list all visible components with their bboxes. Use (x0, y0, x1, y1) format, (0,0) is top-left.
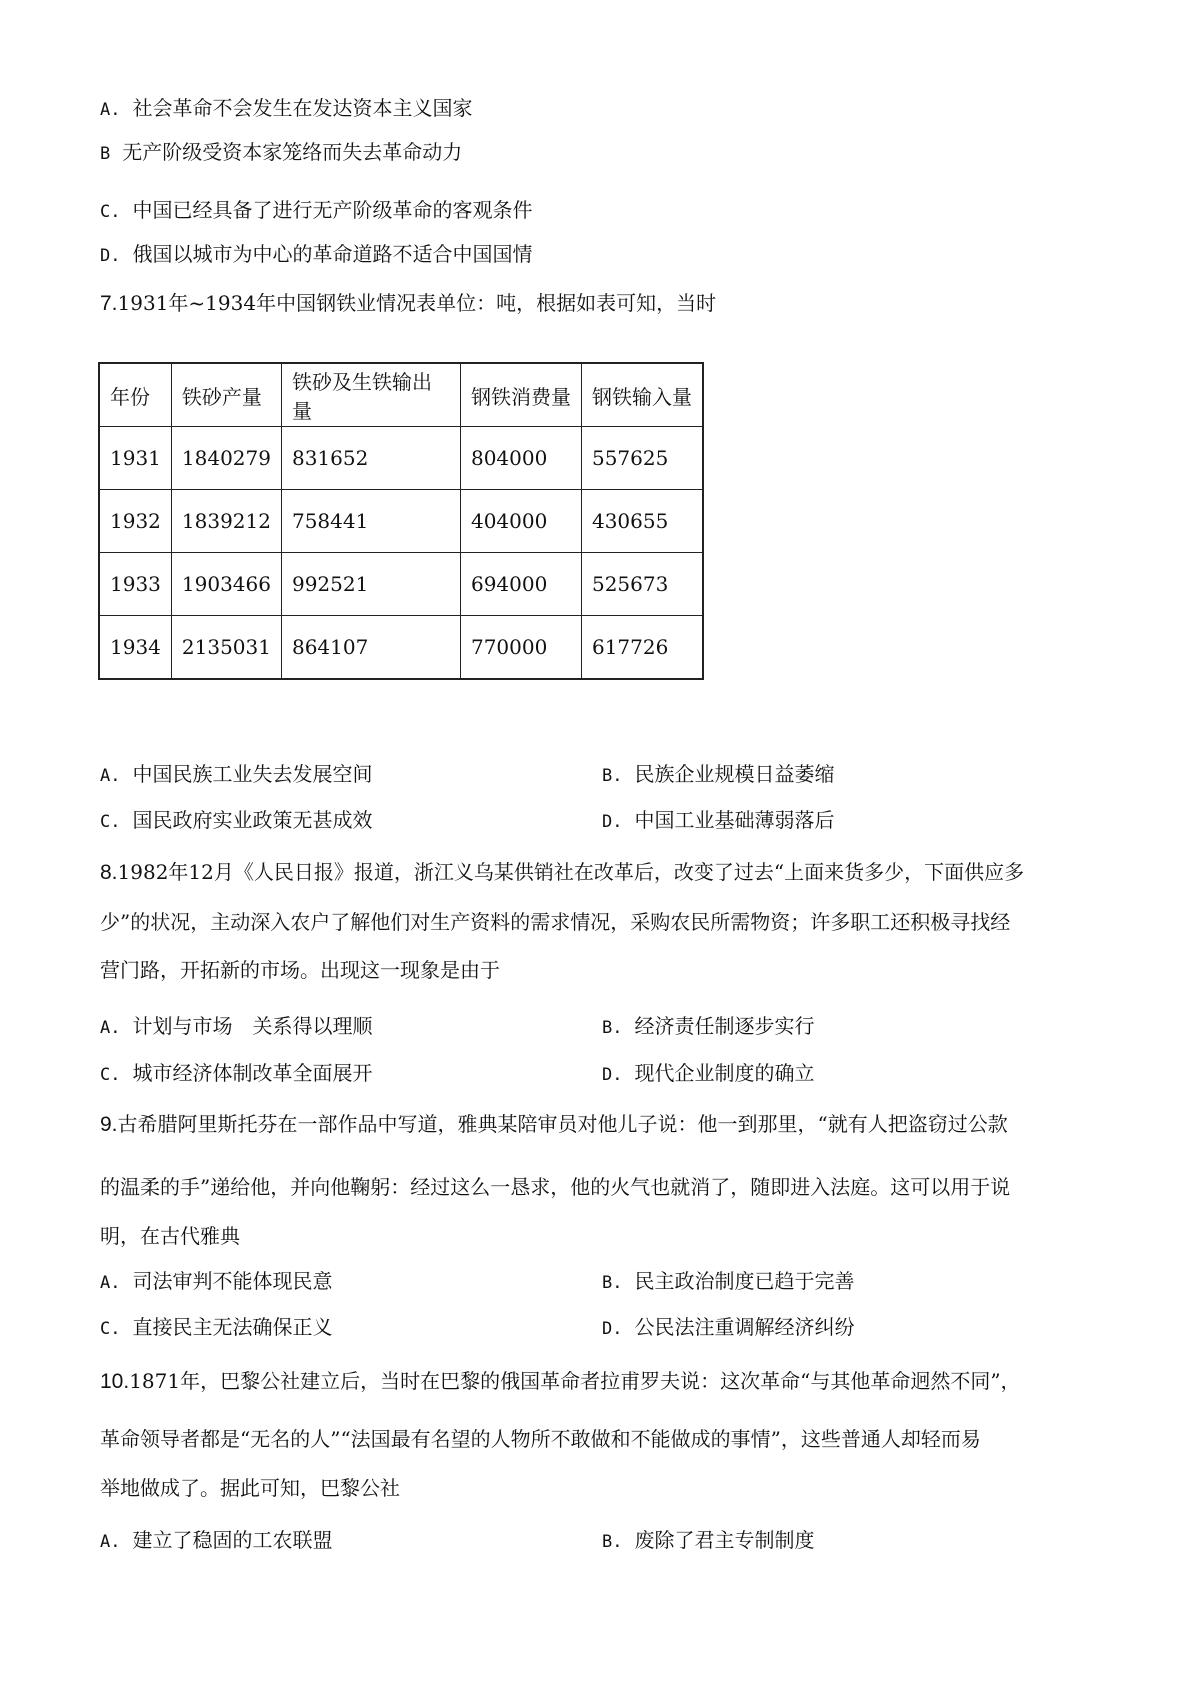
q7-option-a: A. 中国民族工业失去发展空间 (100, 762, 373, 786)
table-cell: 1931 (99, 427, 171, 490)
table-cell: 864107 (281, 616, 460, 680)
q9-option-d: D. 公民法注重调解经济纠纷 (602, 1315, 855, 1339)
q8-option-a: A. 计划与市场 关系得以理顺 (100, 1014, 373, 1038)
q9-option-c: C. 直接民主无法确保正义 (100, 1315, 333, 1339)
table-row (99, 553, 703, 616)
table-cell: 770000 (460, 616, 581, 680)
q6-option-a: A. 社会革命不会发生在发达资本主义国家 (100, 96, 473, 120)
table-cell: 2135031 (171, 616, 281, 680)
table-cell: 758441 (281, 490, 460, 553)
table-cell: 1903466 (171, 553, 281, 616)
q8-option-b: B. 经济责任制逐步实行 (602, 1014, 815, 1038)
q7-option-b: B. 民族企业规模日益萎缩 (602, 762, 835, 786)
table-header-row (99, 363, 703, 427)
q6-option-c: C. 中国已经具备了进行无产阶级革命的客观条件 (100, 198, 533, 222)
q10-stem-line-2: 革命领导者都是“无名的人”“法国最有名望的人物所不敢做和不能做成的事情”，这些普通人却轻而易 (100, 1427, 981, 1451)
q8-option-d: D. 现代企业制度的确立 (602, 1061, 815, 1085)
table-cell: 1840279 (171, 427, 281, 490)
q10-stem-line-3: 举地做成了。据此可知，巴黎公社 (100, 1476, 400, 1500)
table-header-cell: 钢铁消费量 (460, 363, 581, 427)
q6-option-b: B 无产阶级受资本家笼络而失去革命动力 (100, 140, 463, 164)
q7-option-c: C. 国民政府实业政策无甚成效 (100, 808, 373, 832)
table-cell: 694000 (460, 553, 581, 616)
table-row (99, 490, 703, 553)
table-cell: 404000 (460, 490, 581, 553)
table-cell: 557625 (581, 427, 703, 490)
q8-option-c: C. 城市经济体制改革全面展开 (100, 1061, 373, 1085)
table-cell: 1934 (99, 616, 171, 680)
table-header-cell: 钢铁输入量 (581, 363, 703, 427)
q9-option-a: A. 司法审判不能体现民意 (100, 1269, 333, 1293)
table-cell: 992521 (281, 553, 460, 616)
q8-stem-line-3: 营门路，开拓新的市场。出现这一现象是由于 (100, 958, 500, 982)
q10-option-b: B. 废除了君主专制制度 (602, 1528, 815, 1552)
table-cell: 831652 (281, 427, 460, 490)
table-cell: 617726 (581, 616, 703, 680)
q10-option-a: A. 建立了稳固的工农联盟 (100, 1528, 333, 1552)
table-row (99, 616, 703, 680)
q9-stem-line-1: 9.古希腊阿里斯托芬在一部作品中写道，雅典某陪审员对他儿子说：他一到那里，“就有人把盗窃过公款 (100, 1112, 1008, 1136)
steel-table (98, 362, 704, 680)
q10-stem-line-1: 10.1871年，巴黎公社建立后，当时在巴黎的俄国革命者拉甫罗夫说：这次革命“与其他革命迥然不同”， (100, 1369, 1021, 1393)
table-row (99, 427, 703, 490)
q9-stem-line-2: 的温柔的手”递给他，并向他鞠躬：经过这么一恳求，他的火气也就消了，随即进入法庭。这可以用于说 (100, 1175, 1011, 1199)
table-header-cell: 铁砂及生铁输出量 (281, 363, 460, 427)
table-cell: 430655 (581, 490, 703, 553)
q7-stem: 7.1931年~1934年中国钢铁业情况表单位：吨，根据如表可知，当时 (100, 291, 717, 315)
table-header-cell: 铁砂产量 (171, 363, 281, 427)
q7-option-d: D. 中国工业基础薄弱落后 (602, 808, 835, 832)
q8-stem-line-2: 少”的状况，主动深入农户了解他们对生产资料的需求情况，采购农民所需物资；许多职工还积极寻找经 (100, 910, 1011, 934)
q9-stem-line-3: 明，在古代雅典 (100, 1224, 240, 1248)
table-cell: 525673 (581, 553, 703, 616)
table-cell: 1839212 (171, 490, 281, 553)
table-cell: 1932 (99, 490, 171, 553)
q8-stem-line-1: 8.1982年12月《人民日报》报道，浙江义乌某供销社在改革后，改变了过去“上面来货多少，下面供应多 (100, 860, 1025, 884)
q9-option-b: B. 民主政治制度已趋于完善 (602, 1269, 855, 1293)
table-header-cell: 年份 (99, 363, 171, 427)
table-cell: 804000 (460, 427, 581, 490)
q6-option-d: D. 俄国以城市为中心的革命道路不适合中国国情 (100, 242, 533, 266)
table-cell: 1933 (99, 553, 171, 616)
